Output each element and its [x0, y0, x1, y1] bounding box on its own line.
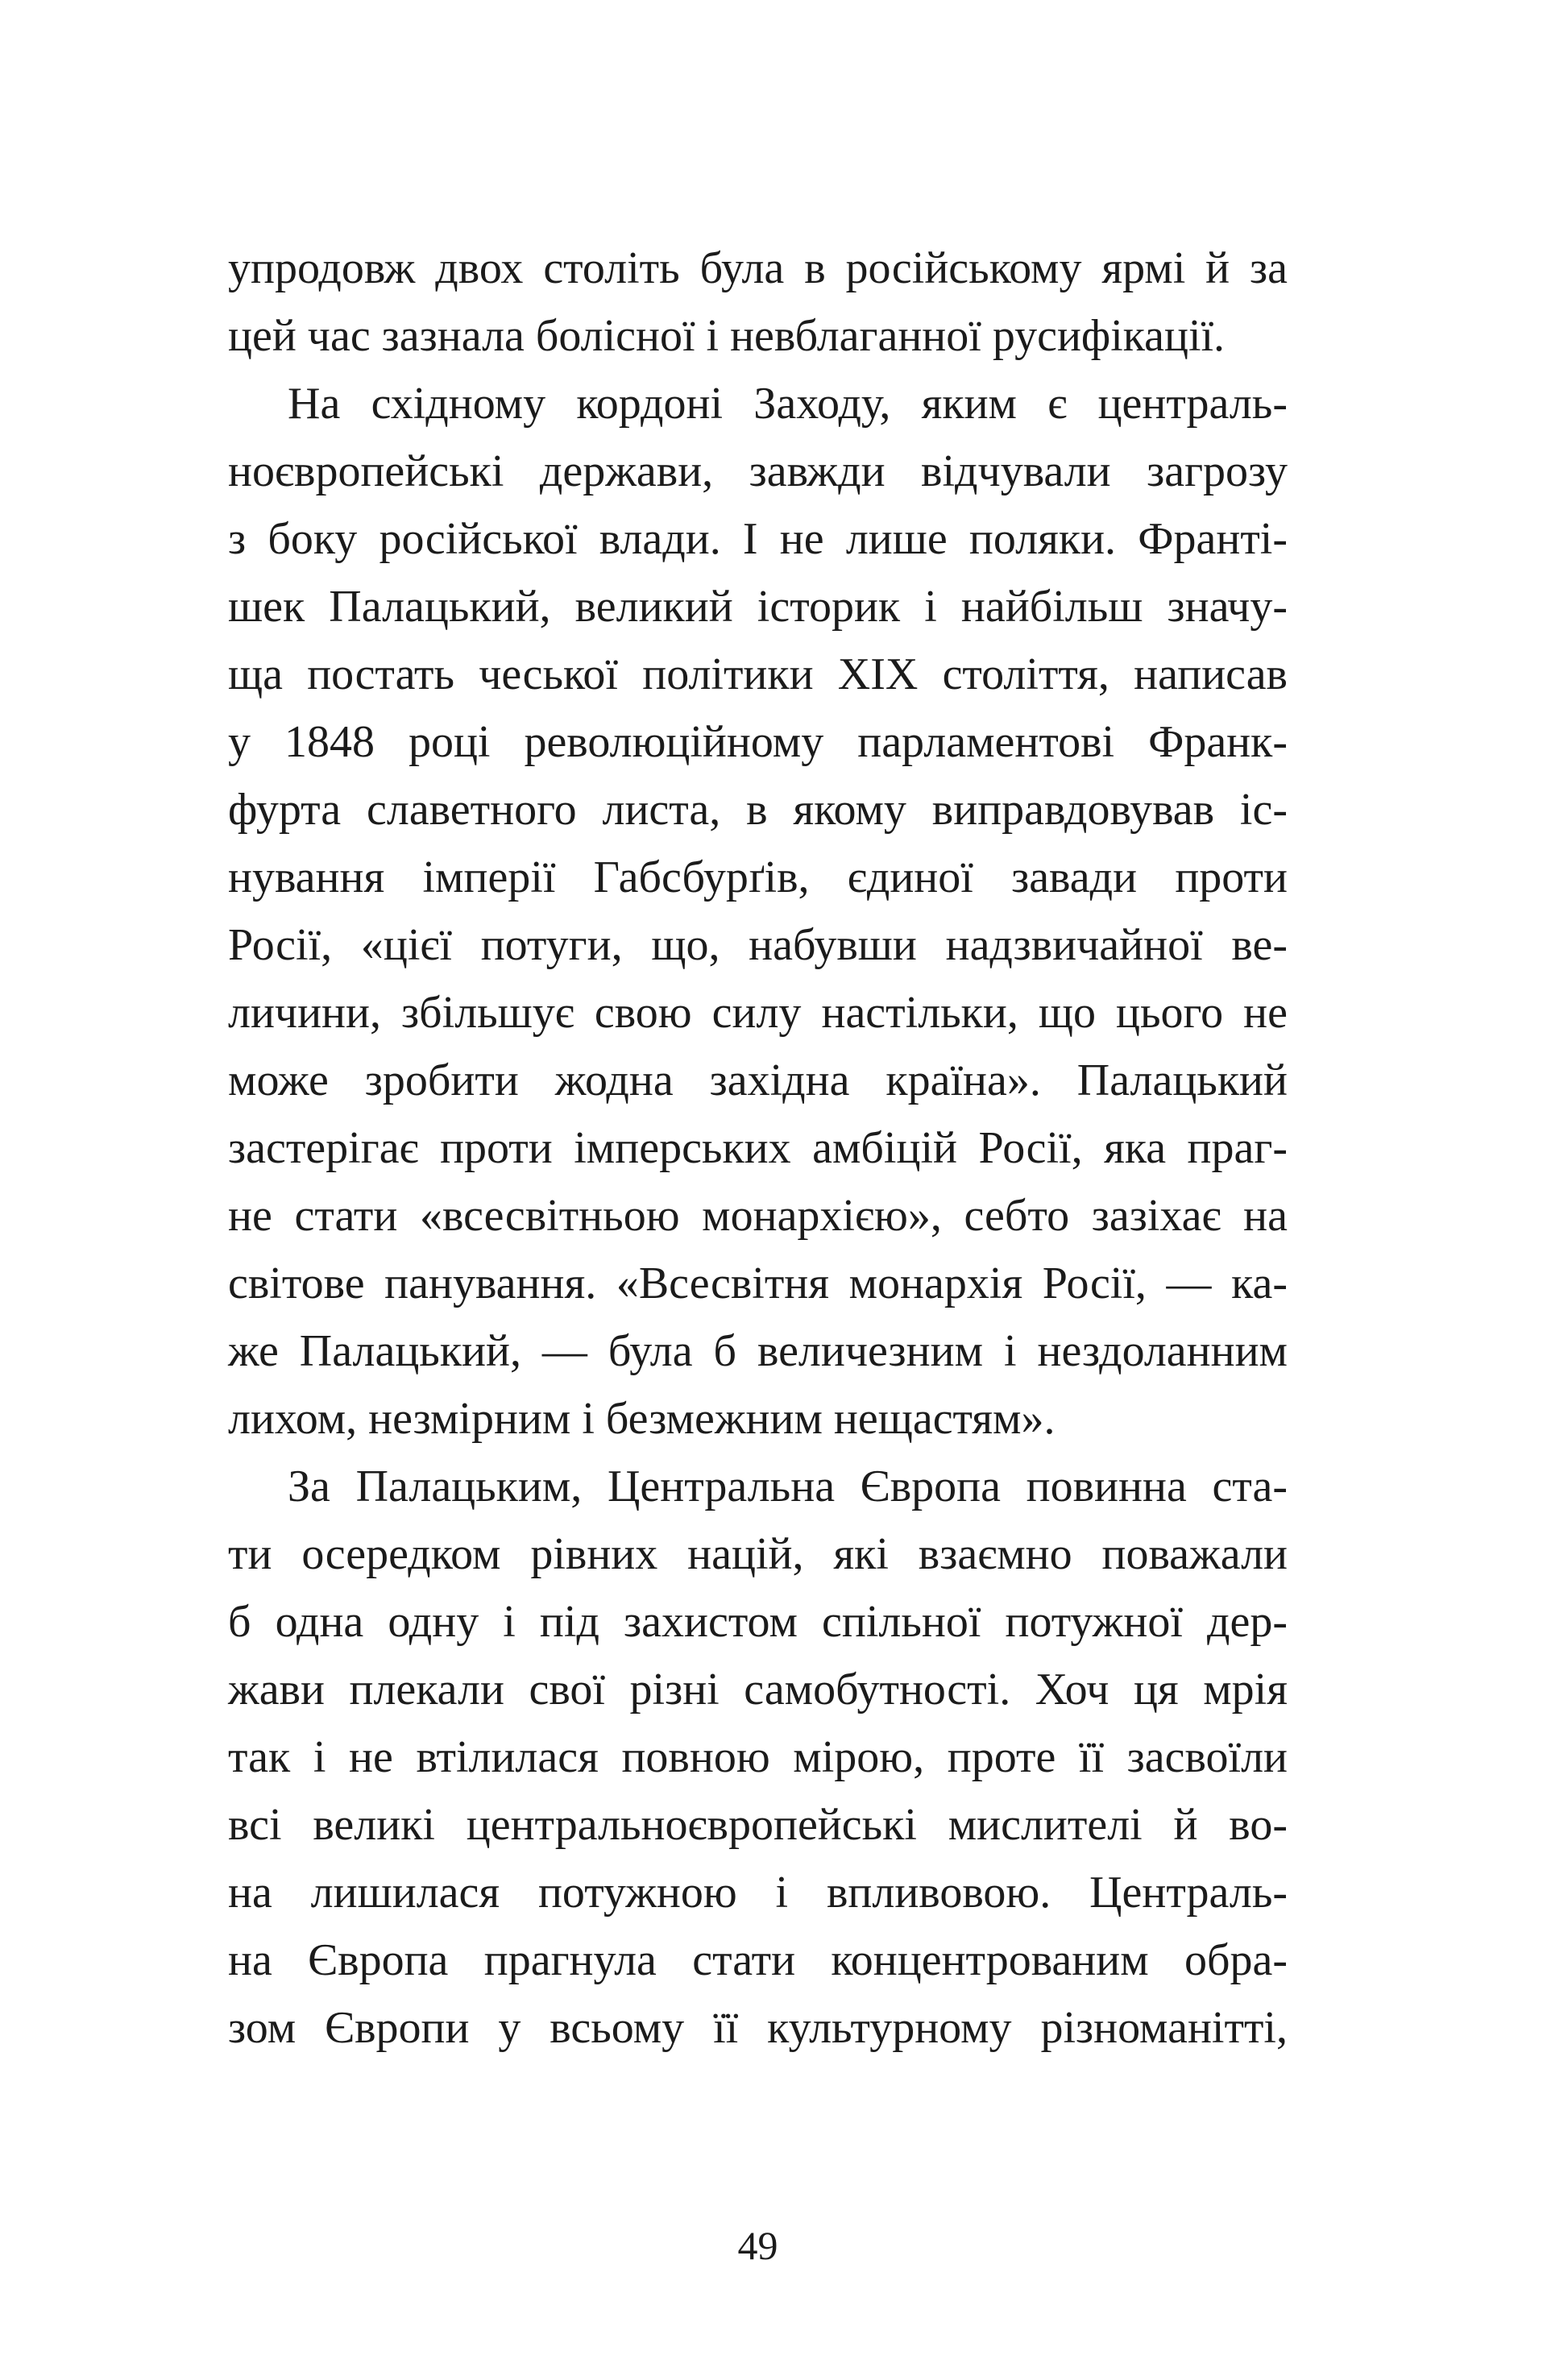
text-line: на лишилася потужною і впливовою. Централь-: [228, 1868, 1288, 1918]
text-line: з боку російської влади. І не лише поляки. Франті-: [228, 514, 1288, 564]
text-line: може зробити жодна західна країна». Палацький: [228, 1055, 1288, 1105]
text-line: зом Європи у всьому її культурному різноманітті,: [228, 2003, 1288, 2053]
text-block: [228, 234, 1288, 2062]
text-line: всі великі центральноєвропейські мислителі й во-: [228, 1800, 1288, 1850]
text-line: жави плекали свої різні самобутності. Хоч ця мрія: [228, 1665, 1288, 1715]
text-line: так і не втілилася повною мірою, проте її засвоїли: [228, 1732, 1288, 1782]
text-line: ща постать чеської політики XIX століття, написав: [228, 649, 1288, 699]
text-line: на Європа прагнула стати концентрованим обра-: [228, 1935, 1288, 1985]
text-line: шек Палацький, великий історик і найбільш значу-: [228, 582, 1288, 632]
text-line: фурта славетного листа, в якому виправдовував іс-: [228, 785, 1288, 835]
text-line: лихом, незмірним і безмежним нещастям».: [228, 1394, 1056, 1444]
text-line: же Палацький, — була б величезним і нездоланним: [228, 1326, 1288, 1376]
text-line: За Палацьким, Центральна Європа повинна ста-: [288, 1462, 1288, 1511]
text-line: нування імперії Габсбурґів, єдиної завади проти: [228, 852, 1288, 902]
text-line: у 1848 році революційному парламентові Франк-: [228, 717, 1288, 767]
text-line: упродовж двох століть була в російському ярмі й за: [228, 243, 1288, 293]
text-line: світове панування. «Всесвітня монархія Росії, — ка-: [228, 1258, 1288, 1308]
text-line: застерігає проти імперських амбіцій Росії, яка праг-: [228, 1123, 1288, 1173]
text-line: ти осередком рівних націй, які взаємно поважали: [228, 1529, 1288, 1579]
text-line: ноєвропейські держави, завжди відчували загрозу: [228, 446, 1288, 496]
text-line: личини, збільшує свою силу настільки, що цього не: [228, 988, 1288, 1038]
text-line: б одна одну і під захистом спільної потужної дер-: [228, 1597, 1288, 1647]
text-line: Росії, «цієї потуги, що, набувши надзвичайної ве-: [228, 920, 1288, 970]
text-line: На східному кордоні Заходу, яким є централь-: [288, 379, 1288, 429]
page-number: 49: [737, 2223, 778, 2268]
text-line: не стати «всесвітньою монархією», себто зазіхає на: [228, 1191, 1288, 1241]
text-line: цей час зазнала болісної і невблаганної русифікації.: [228, 311, 1226, 361]
